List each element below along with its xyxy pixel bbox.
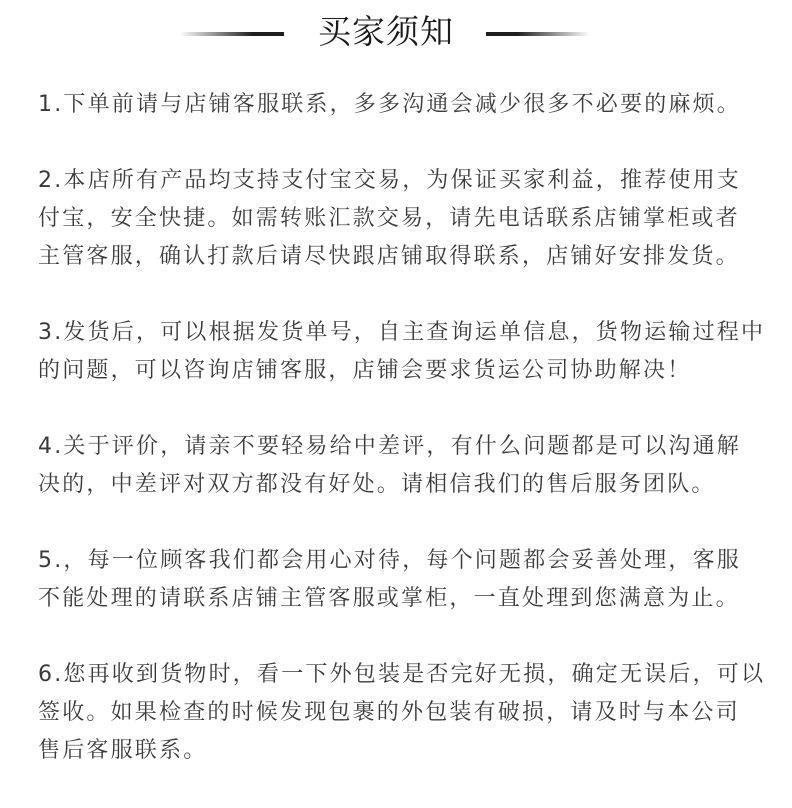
notice-line: 签收。如果检查的时候发现包裹的外包装有破损，请及时与本公司 — [38, 700, 740, 725]
notice-item-6 — [38, 656, 778, 770]
title-decoration-right — [486, 32, 590, 36]
notice-line: 1.下单前请与店铺客服联系，多多沟通会减少很多不必要的麻烦。 — [38, 92, 741, 117]
notice-item-3 — [38, 314, 778, 390]
notice-line: 售后客服联系。 — [38, 738, 208, 763]
notice-list — [38, 86, 778, 808]
notice-item-4 — [38, 428, 778, 504]
notice-line: 付宝，安全快捷。如需转账汇款交易，请先电话联系店铺掌柜或者 — [38, 206, 740, 231]
page-header — [0, 0, 792, 70]
title-decoration-left — [180, 32, 284, 36]
notice-line: 主管客服，确认打款后请尽快跟店铺取得联系，店铺好安排发货。 — [38, 244, 740, 269]
notice-line: 不能处理的请联系店铺主管客服或掌柜，一直处理到您满意为止。 — [38, 586, 740, 611]
notice-item-5 — [38, 542, 778, 618]
notice-line: 5.，每一位顾客我们都会用心对待，每个问题都会妥善处理，客服 — [38, 548, 741, 573]
notice-item-2 — [38, 162, 778, 276]
notice-line: 决的，中差评对双方都没有好处。请相信我们的售后服务团队。 — [38, 472, 716, 497]
notice-line: 6.您再收到货物时，看一下外包装是否完好无损，确定无误后，可以 — [38, 662, 766, 687]
page-title: 买家须知 — [318, 12, 454, 51]
notice-line: 3.发货后，可以根据发货单号，自主查询运单信息，货物运输过程中 — [38, 320, 766, 345]
notice-item-1 — [38, 86, 778, 124]
notice-line: 2.本店所有产品均支持支付宝交易，为保证买家利益，推荐使用支 — [38, 168, 741, 193]
notice-line: 4.关于评价，请亲不要轻易给中差评，有什么问题都是可以沟通解 — [38, 434, 741, 459]
notice-line: 的问题，可以咨询店铺客服，店铺会要求货运公司协助解决！ — [38, 358, 692, 383]
